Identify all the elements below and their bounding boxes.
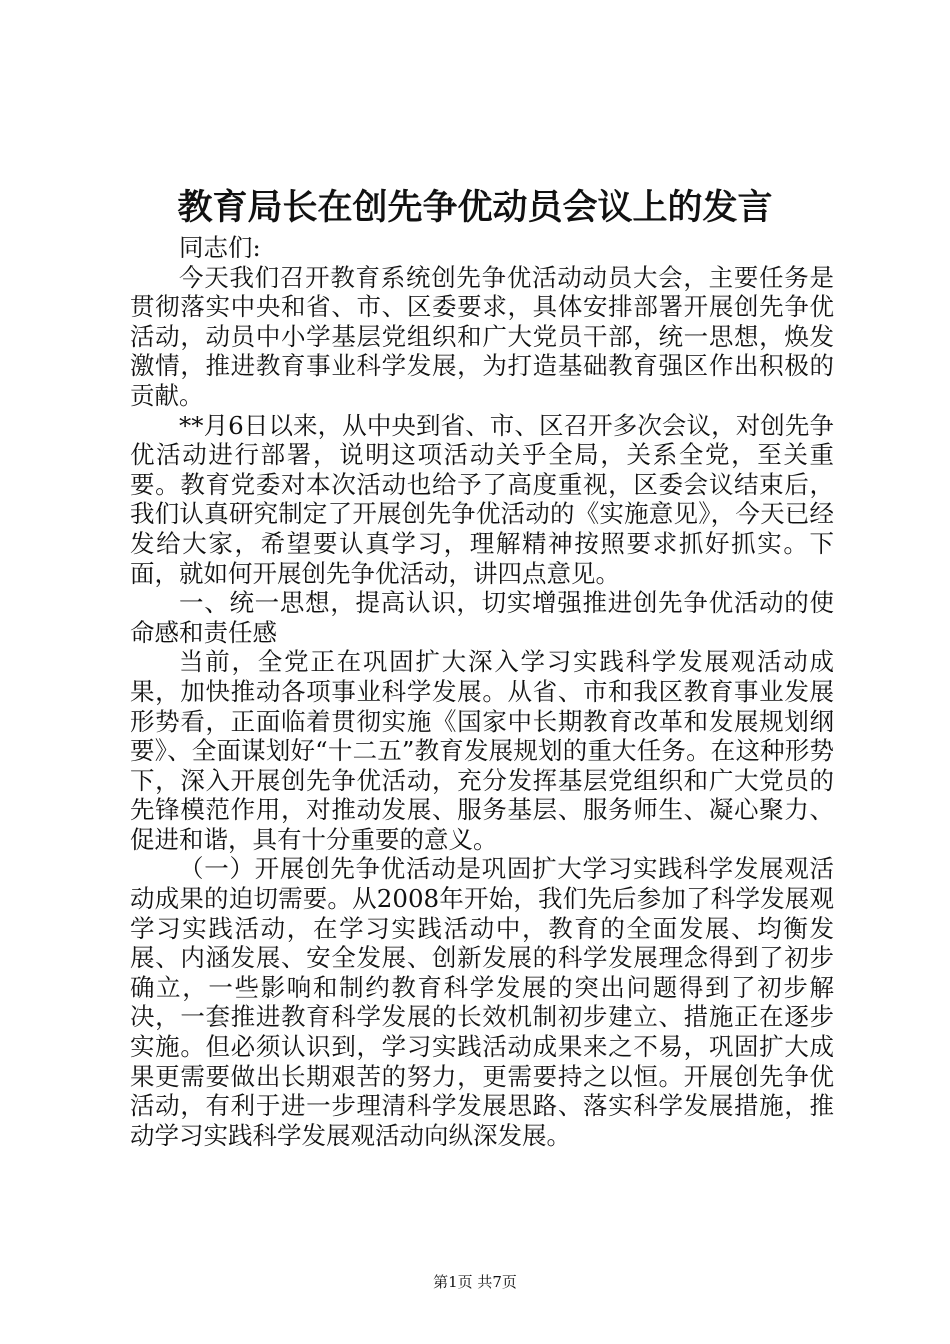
body-paragraph: 当前，全党正在巩固扩大深入学习实践科学发展观活动成果，加快推动各项事业科学发展。从省、市和我区教育事业发展形势看，正面临着贯彻实施《国家中长期教育改革和发展规划纲要》、全面谋划好“十二五”教育发展规划的重大任务。在这种形势下，深入开展创先争优活动，充分发挥基层党组织和广大党员的先锋模范作用，对推动发展、服务基层、服务师生、凝心聚力、促进和谐，具有十分重要的意义。 bbox=[130, 647, 834, 854]
document-body bbox=[130, 233, 834, 1150]
document-title: 教育局长在创先争优动员会议上的发言 bbox=[177, 187, 773, 228]
section-heading: 一、统一思想，提高认识，切实增强推进创先争优活动的使命感和责任感 bbox=[130, 588, 834, 647]
subsection-paragraph: （一）开展创先争优活动是巩固扩大学习实践科学发展观活动成果的迫切需要。从2008年开始，我们先后参加了科学发展观学习实践活动，在学习实践活动中，教育的全面发展、均衡发展、内涵发展、安全发展、创新发展的科学发展理念得到了初步确立，一些影响和制约教育科学发展的突出问题得到了初步解决，一套推进教育科学发展的长效机制初步建立、措施正在逐步实施。但必须认识到，学习实践活动成果来之不易，巩固扩大成果更需要做出长期艰苦的努力，更需要持之以恒。开展创先争优活动，有利于进一步理清科学发展思路、落实科学发展措施，推动学习实践科学发展观活动向纵深发展。 bbox=[130, 854, 834, 1150]
body-paragraph: 今天我们召开教育系统创先争优活动动员大会，主要任务是贯彻落实中央和省、市、区委要求，具体安排部署开展创先争优活动，动员中小学基层党组织和广大党员干部，统一思想，焕发激情，推进教育事业科学发展，为打造基础教育强区作出积极的贡献。 bbox=[130, 262, 834, 410]
body-paragraph: **月6日以来，从中央到省、市、区召开多次会议，对创先争优活动进行部署，说明这项活动关乎全局，关系全党，至关重要。教育党委对本次活动也给予了高度重视，区委会议结束后，我们认真研究制定了开展创先争优活动的《实施意见》，今天已经发给大家，希望要认真学习，理解精神按照要求抓好抓实。下面，就如何开展创先争优活动，讲四点意见。 bbox=[130, 410, 834, 588]
page-footer: 第1页 共7页 bbox=[433, 1273, 517, 1291]
salutation-paragraph: 同志们: bbox=[179, 233, 261, 262]
